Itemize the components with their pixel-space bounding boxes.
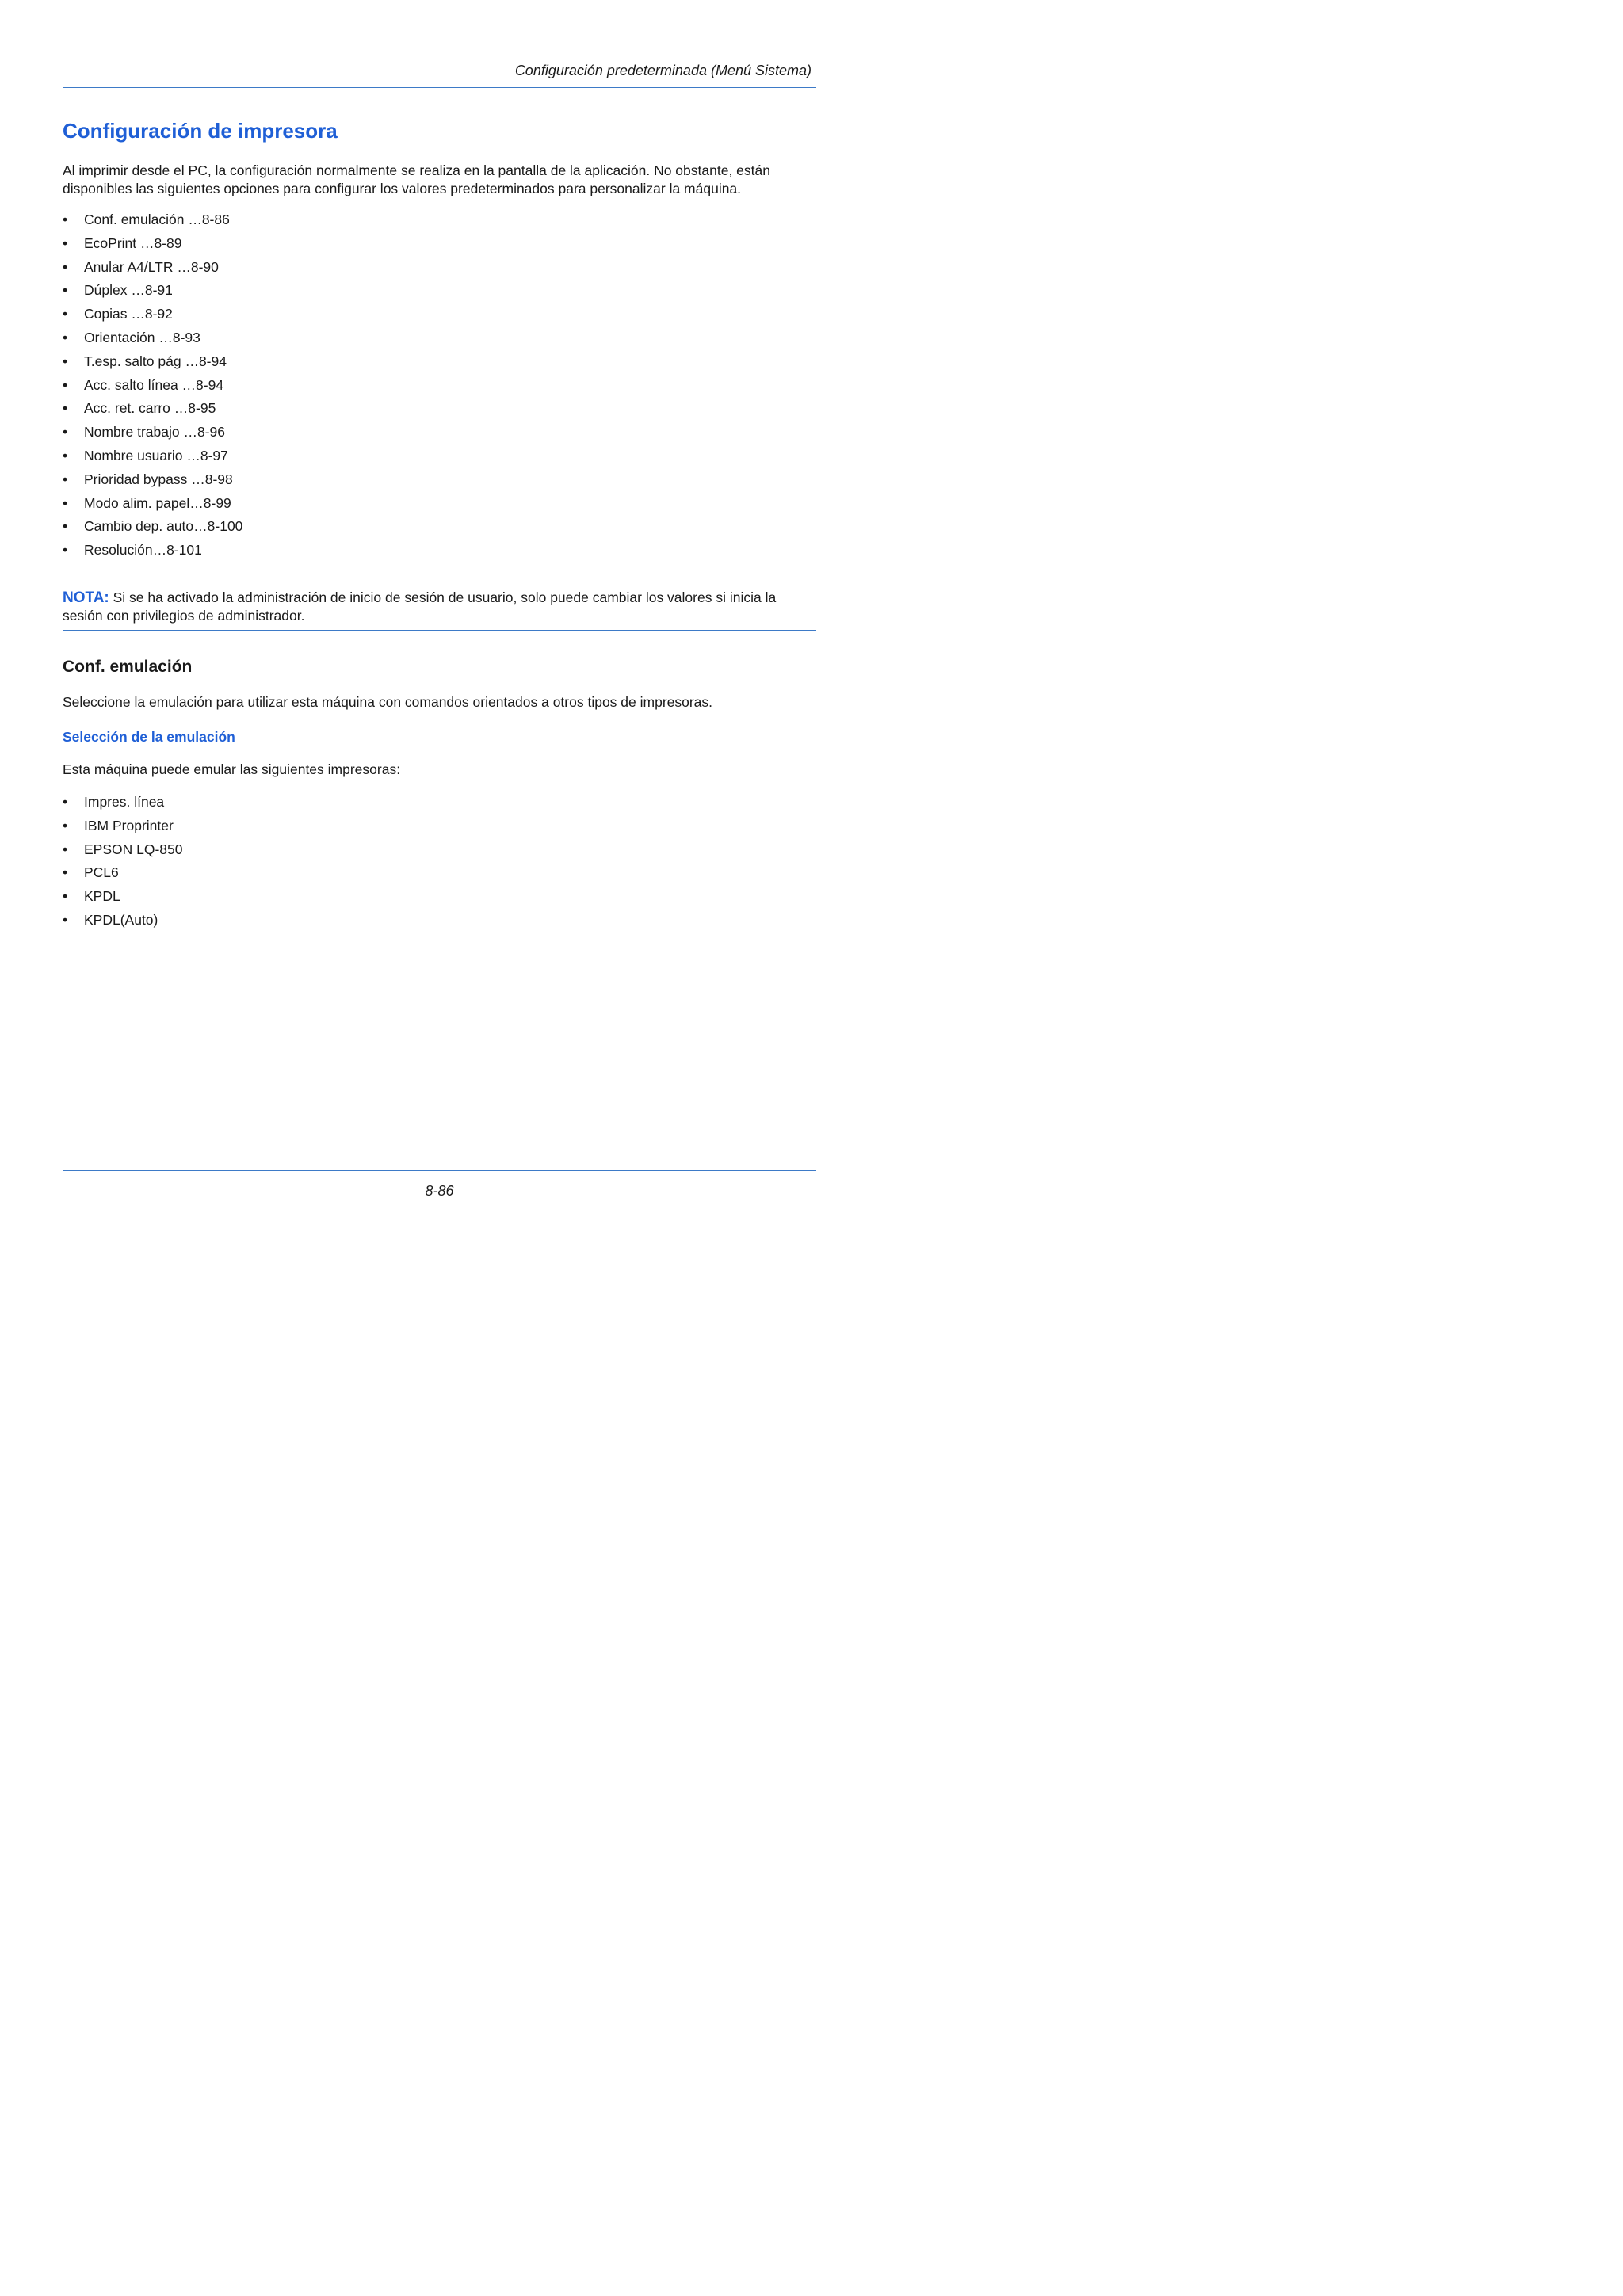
printer-list-item-text: KPDL(Auto) <box>84 911 158 928</box>
printer-list-item <box>63 909 183 933</box>
settings-list-item <box>63 421 242 444</box>
intro-paragraph: Al imprimir desde el PC, la configuración normalmente se realiza en la pantalla de la aplicación. No obstante, están disponibles las siguientes opciones para configurar los valores predeterminados para personalizar la máquina. <box>63 162 770 196</box>
settings-list <box>63 208 242 563</box>
settings-list-item <box>63 515 242 539</box>
settings-list-item <box>63 350 242 374</box>
settings-list-item-text: Nombre trabajo …8-96 <box>84 424 225 441</box>
printer-list-item <box>63 885 183 909</box>
document-page <box>63 0 816 1241</box>
settings-list-item-text: Acc. ret. carro …8-95 <box>84 400 216 417</box>
printer-list-item-text: KPDL <box>84 888 120 905</box>
printer-list-item-text: IBM Proprinter <box>84 817 174 833</box>
bullet-icon: • <box>63 518 68 535</box>
settings-list-item-text: Acc. salto línea …8-94 <box>84 376 224 393</box>
settings-list-item <box>63 326 242 350</box>
bullet-icon: • <box>63 494 68 511</box>
settings-list-item <box>63 208 242 232</box>
bullet-icon: • <box>63 888 68 905</box>
bullet-icon: • <box>63 353 68 369</box>
bullet-icon: • <box>63 794 68 810</box>
footer-rule <box>63 1170 816 1171</box>
bullet-icon: • <box>63 376 68 393</box>
settings-list-item-text: Resolución…8-101 <box>84 542 202 559</box>
note-label: NOTA: <box>63 589 109 606</box>
printer-list-item <box>63 791 183 814</box>
printer-list-item-text: Impres. línea <box>84 794 165 810</box>
bullet-icon: • <box>63 911 68 928</box>
note-text: Si se ha activado la administración de inicio de sesión de usuario, solo puede cambiar los valores si inicia la sesión con privilegios de administrador. <box>63 589 777 624</box>
settings-list-item <box>63 303 242 326</box>
settings-list-item-text: T.esp. salto pág …8-94 <box>84 353 227 369</box>
bullet-icon: • <box>63 471 68 487</box>
bullet-icon: • <box>63 282 68 299</box>
bullet-icon: • <box>63 542 68 559</box>
bullet-icon: • <box>63 424 68 441</box>
settings-list-item-text: Conf. emulación …8-86 <box>84 212 230 227</box>
note-bottom-rule <box>63 630 816 631</box>
settings-list-item <box>63 232 242 256</box>
bullet-icon: • <box>63 235 68 251</box>
subsection-subheading: Selección de la emulación <box>63 729 235 745</box>
bullet-icon: • <box>63 447 68 463</box>
header-rule <box>63 87 816 88</box>
settings-list-item-text: Orientación …8-93 <box>84 329 200 345</box>
settings-list-item-text: Cambio dep. auto…8-100 <box>84 518 243 535</box>
note-box <box>63 589 816 625</box>
printer-list-item-text: PCL6 <box>84 864 119 881</box>
page-number: 8-86 <box>425 1183 454 1199</box>
bullet-icon: • <box>63 306 68 322</box>
printer-list-item-text: EPSON LQ-850 <box>84 841 183 857</box>
settings-list-item-text: Modo alim. papel…8-99 <box>84 494 231 511</box>
bullet-icon: • <box>63 817 68 833</box>
settings-list-item <box>63 468 242 492</box>
bullet-icon: • <box>63 400 68 417</box>
printers-intro: Esta máquina puede emular las siguientes impresoras: <box>63 761 401 777</box>
subsection-title: Conf. emulación <box>63 658 193 676</box>
settings-list-item <box>63 374 242 398</box>
settings-list-item <box>63 279 242 303</box>
settings-list-item-text: Prioridad bypass …8-98 <box>84 471 233 487</box>
running-header: Configuración predeterminada (Menú Sistema) <box>514 63 812 78</box>
printer-list-item <box>63 814 183 838</box>
bullet-icon: • <box>63 258 68 275</box>
subsection-description: Seleccione la emulación para utilizar esta máquina con comandos orientados a otros tipos de impresoras. <box>63 694 713 710</box>
settings-list-item-text: Nombre usuario …8-97 <box>84 447 228 463</box>
bullet-icon: • <box>63 329 68 345</box>
printers-list <box>63 791 183 933</box>
settings-list-item-text: Copias …8-92 <box>84 306 173 322</box>
settings-list-item-text: Anular A4/LTR …8-90 <box>84 258 219 275</box>
settings-list-item <box>63 444 242 468</box>
bullet-icon: • <box>63 212 68 227</box>
section-title: Configuración de impresora <box>63 119 338 143</box>
settings-list-item <box>63 256 242 280</box>
settings-list-item-text: EcoPrint …8-89 <box>84 235 182 251</box>
settings-list-item-text: Dúplex …8-91 <box>84 282 173 299</box>
bullet-icon: • <box>63 841 68 857</box>
settings-list-item <box>63 539 242 563</box>
printer-list-item <box>63 838 183 862</box>
settings-list-item <box>63 397 242 421</box>
bullet-icon: • <box>63 864 68 881</box>
settings-list-item <box>63 492 242 516</box>
printer-list-item <box>63 861 183 885</box>
